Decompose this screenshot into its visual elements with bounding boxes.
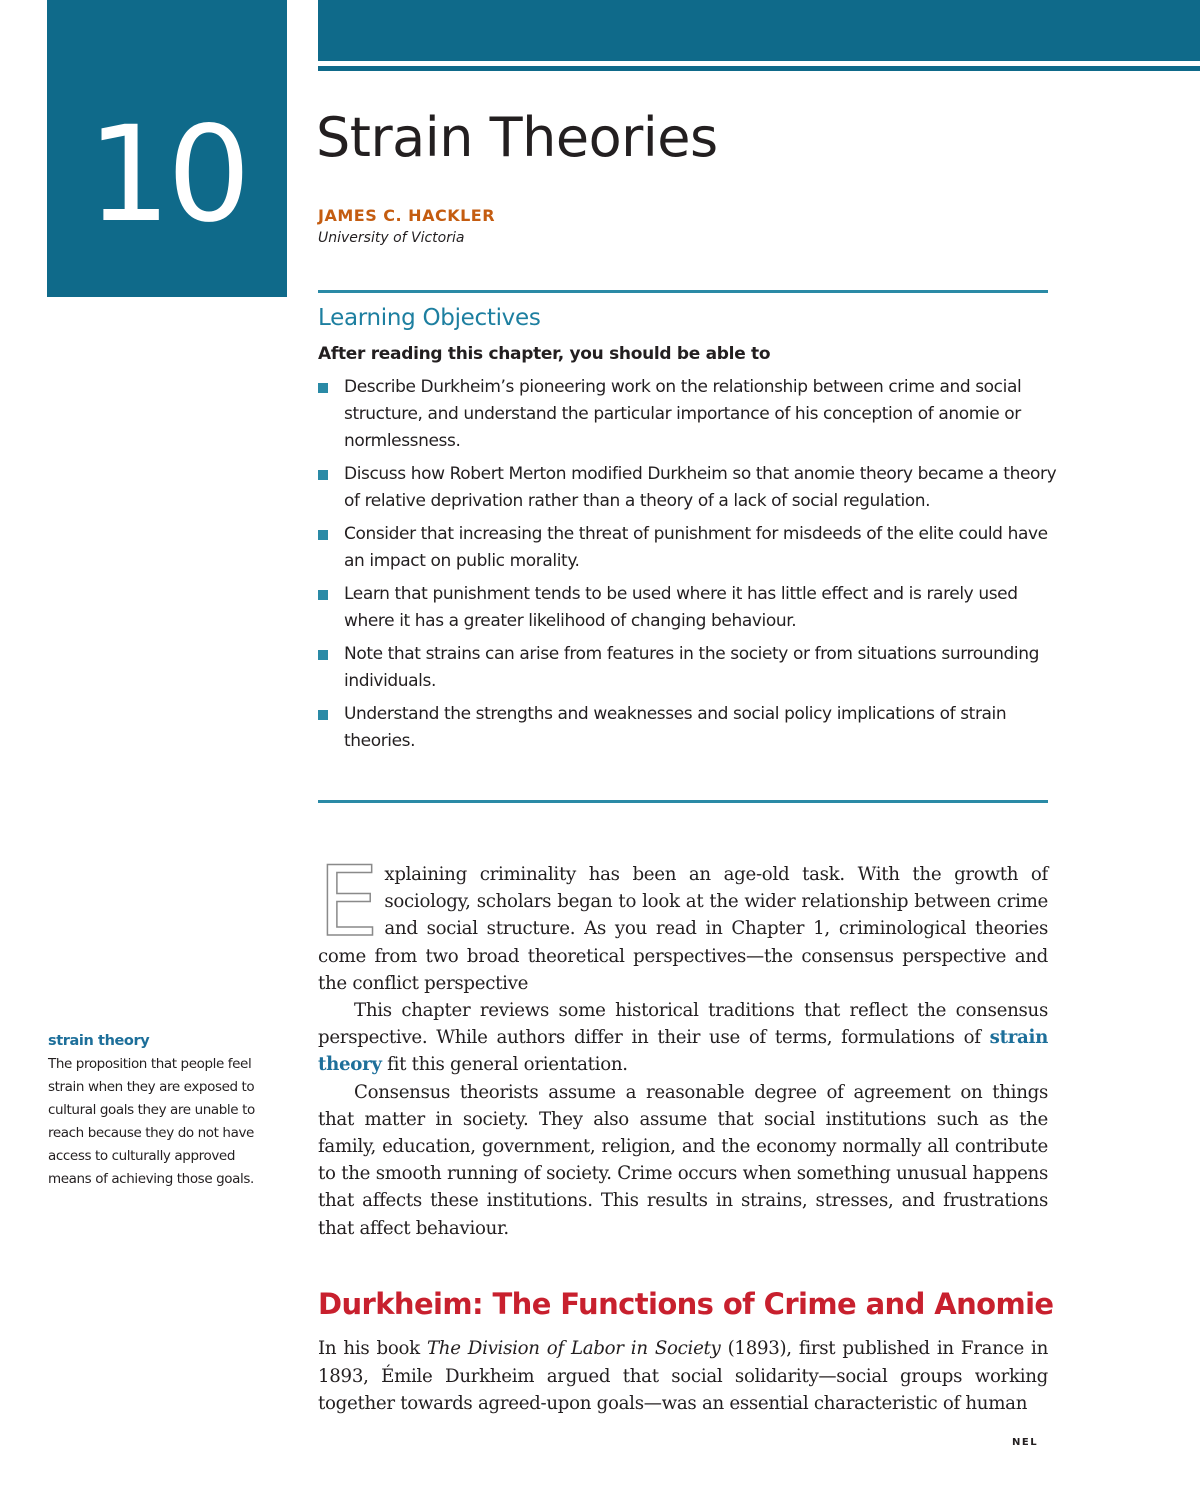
square-bullet-icon xyxy=(318,383,328,393)
chapter-title: Strain Theories xyxy=(316,106,718,169)
author-name: JAMES C. HACKLER xyxy=(318,206,496,225)
author-affiliation: University of Victoria xyxy=(318,230,465,246)
header-rule xyxy=(318,66,1200,71)
objective-item xyxy=(318,374,1058,455)
objective-item xyxy=(318,701,1058,755)
intro-paragraph-2-after: fit this general orientation. xyxy=(381,1054,628,1076)
key-term-strain-theory[interactable]: strain theory xyxy=(318,1027,1048,1076)
square-bullet-icon xyxy=(318,470,328,480)
objective-text: Describe Durkheim’s pioneering work on the relationship between crime and social structure, and understand the particular importance of his conception of anomie or normlessness. xyxy=(344,377,1022,451)
glossary-term: strain theory xyxy=(48,1033,150,1049)
intro-paragraph-1 xyxy=(318,846,1048,997)
intro-paragraph-1-text: xplaining criminality has been an age-old task. With the growth of sociology, scholars began to look at the wider relationship between crime and social structure. As you read in Chapter 1, criminological theories come from two broad theoretical perspectives—the consensus perspective and the conflict perspective xyxy=(318,864,1048,994)
learning-objectives-intro: After reading this chapter, you should be able to xyxy=(318,344,771,364)
objective-text: Learn that punishment tends to be used where it has little effect and is rarely used where it has a greater likelihood of changing behaviour. xyxy=(344,584,1018,631)
section-paragraph xyxy=(318,1335,1048,1418)
square-bullet-icon xyxy=(318,650,328,660)
intro-paragraph-3: Consensus theorists assume a reasonable degree of agreement on things that matter in society. They also assume that social institutions such as the family, education, government, religion, and the economy normally all contribute to the smooth running of society. Crime occurs when something unusual happens that affects these institutions. This results in strains, stresses, and frustrations that affect behaviour. xyxy=(318,1081,1048,1239)
book-title: The Division of Labor in Society xyxy=(426,1338,721,1359)
objective-text: Understand the strengths and weaknesses and social policy implications of strain theories. xyxy=(344,704,1007,751)
chapter-number: 10 xyxy=(87,98,247,252)
objective-item xyxy=(318,521,1058,575)
section-body-text xyxy=(318,1335,1048,1418)
learning-objectives-heading: Learning Objectives xyxy=(318,305,541,331)
objective-item xyxy=(318,641,1058,695)
intro-paragraph-2 xyxy=(318,997,1048,1079)
objectives-top-rule xyxy=(318,290,1048,293)
objective-item xyxy=(318,461,1058,515)
chapter-intro-text xyxy=(318,846,1048,1242)
objective-text: Discuss how Robert Merton modified Durkheim so that anomie theory became a theory of relative deprivation rather than a theory of a lack of social regulation. xyxy=(344,464,1057,511)
objective-text: Consider that increasing the threat of punishment for misdeeds of the elite could have an impact on public morality. xyxy=(344,524,1048,571)
section-text-after: (1893), first published in France in 1893, Émile Durkheim argued that social solidarity—social groups working together towards agreed-upon goals—was an essential characteristic of human xyxy=(318,1338,1048,1414)
square-bullet-icon xyxy=(318,710,328,720)
objective-item xyxy=(318,581,1058,635)
section-heading: Durkheim: The Functions of Crime and Anomie xyxy=(318,1287,1054,1321)
header-bar xyxy=(318,0,1200,61)
glossary-definition: The proposition that people feel strain when they are exposed to cultural goals they are unable to reach because they do not have access to culturally approved means of achieving those goals. xyxy=(48,1056,255,1187)
objective-text: Note that strains can arise from features in the society or from situations surrounding individuals. xyxy=(344,644,1039,691)
glossary-margin-note xyxy=(48,1031,273,1191)
drop-cap: E xyxy=(318,846,379,958)
publisher-footer: NEL xyxy=(1012,1437,1039,1448)
intro-paragraph-2-before: This chapter reviews some historical traditions that reflect the consensus perspective. While authors differ in their use of terms, formulations of xyxy=(318,1000,1048,1049)
chapter-number-block xyxy=(47,0,287,297)
section-text-before: In his book xyxy=(318,1338,427,1359)
objectives-bottom-rule xyxy=(318,800,1048,803)
learning-objectives-list xyxy=(318,374,1058,761)
square-bullet-icon xyxy=(318,530,328,540)
square-bullet-icon xyxy=(318,590,328,600)
